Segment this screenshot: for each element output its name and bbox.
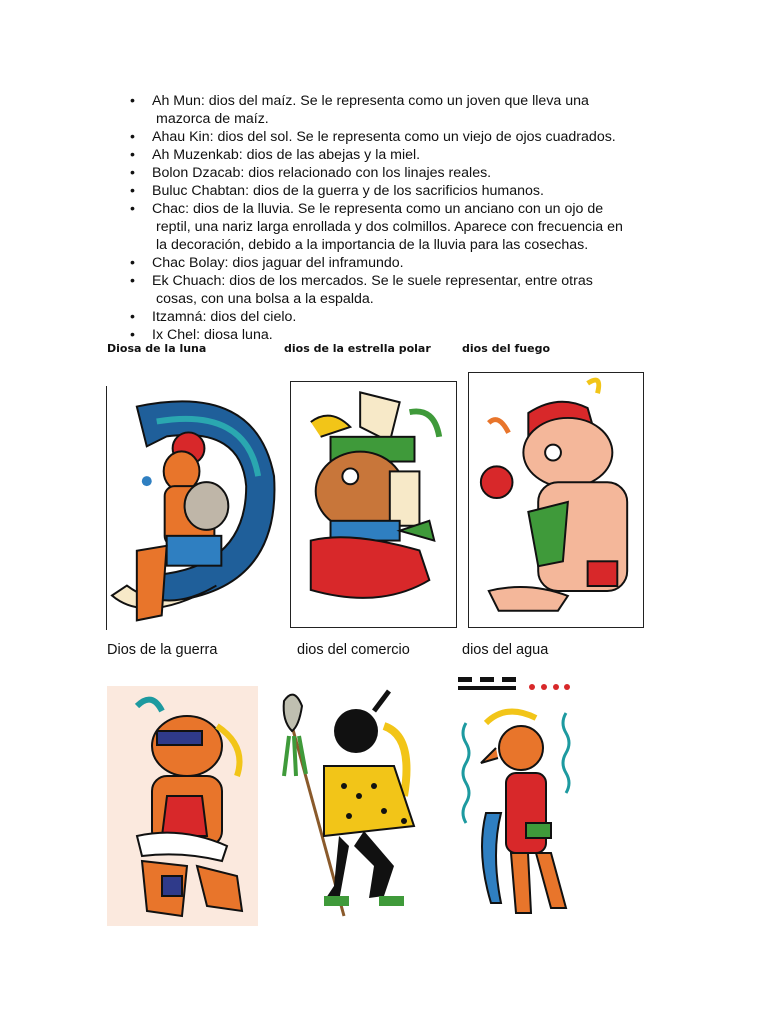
gods-list [130,92,690,344]
water-god-illustration [456,673,576,926]
bullet-icon: • [130,255,135,271]
list-item: • Ah Muzenkab: dios de las abejas y la miel. [130,147,421,163]
caption-commerce-god: dios del comercio [297,642,410,658]
commerce-god-illustration [264,686,445,926]
caption-water-god: dios del agua [462,642,549,658]
bullet-icon: • [130,327,135,343]
list-item: • Ek Chuach: dios de los mercados. Se le suele representar, entre otras cosas, con una bolsa a la espalda. [130,273,593,307]
list-item: • Chac: dios de la lluvia. Se le representa como un anciano con un ojo de reptil, una nariz larga enrollada y dos colmillos. Aparece con frecuencia en la decoración, debido a la importancia de la lluvia para las cosechas. [130,201,623,253]
caption-polar-star-god: dios de la estrella polar [284,342,431,355]
list-item: • Buluc Chabtan: dios de la guerra y de los sacrificios humanos. [130,183,544,199]
list-item: • Ix Chel: diosa luna. [130,327,273,343]
caption-war-god: Dios de la guerra [107,642,218,658]
list-item: • Ahau Kin: dios del sol. Se le representa como un viejo de ojos cuadrados. [130,129,616,145]
list-item: • Bolon Dzacab: dios relacionado con los linajes reales. [130,165,492,181]
list-item: • Ah Mun: dios del maíz. Se le representa como un joven que lleva una mazorca de maíz. [130,93,589,127]
bullet-icon: • [130,165,135,181]
list-item: • Itzamná: dios del cielo. [130,309,297,325]
polar-star-god-image [290,381,457,628]
caption-fire-god: dios del fuego [462,342,551,355]
bullet-icon: • [130,93,135,109]
list-item: • Chac Bolay: dios jaguar del inframundo. [130,255,404,271]
water-god-image [456,673,576,926]
bullet-icon: • [130,273,135,289]
caption-moon-goddess: Diosa de la luna [107,342,207,355]
fire-god-illustration [469,373,643,627]
war-god-image [107,686,258,926]
polar-star-god-illustration [291,382,456,627]
bullet-icon: • [130,183,135,199]
bullet-icon: • [130,201,135,217]
bullet-icon: • [130,309,135,325]
fire-god-image [468,372,644,628]
bullet-icon: • [130,129,135,145]
bullet-icon: • [130,147,135,163]
moon-goddess-image [106,386,282,630]
commerce-god-image [264,686,445,926]
war-god-illustration [107,686,258,926]
moon-goddess-illustration [107,386,282,630]
